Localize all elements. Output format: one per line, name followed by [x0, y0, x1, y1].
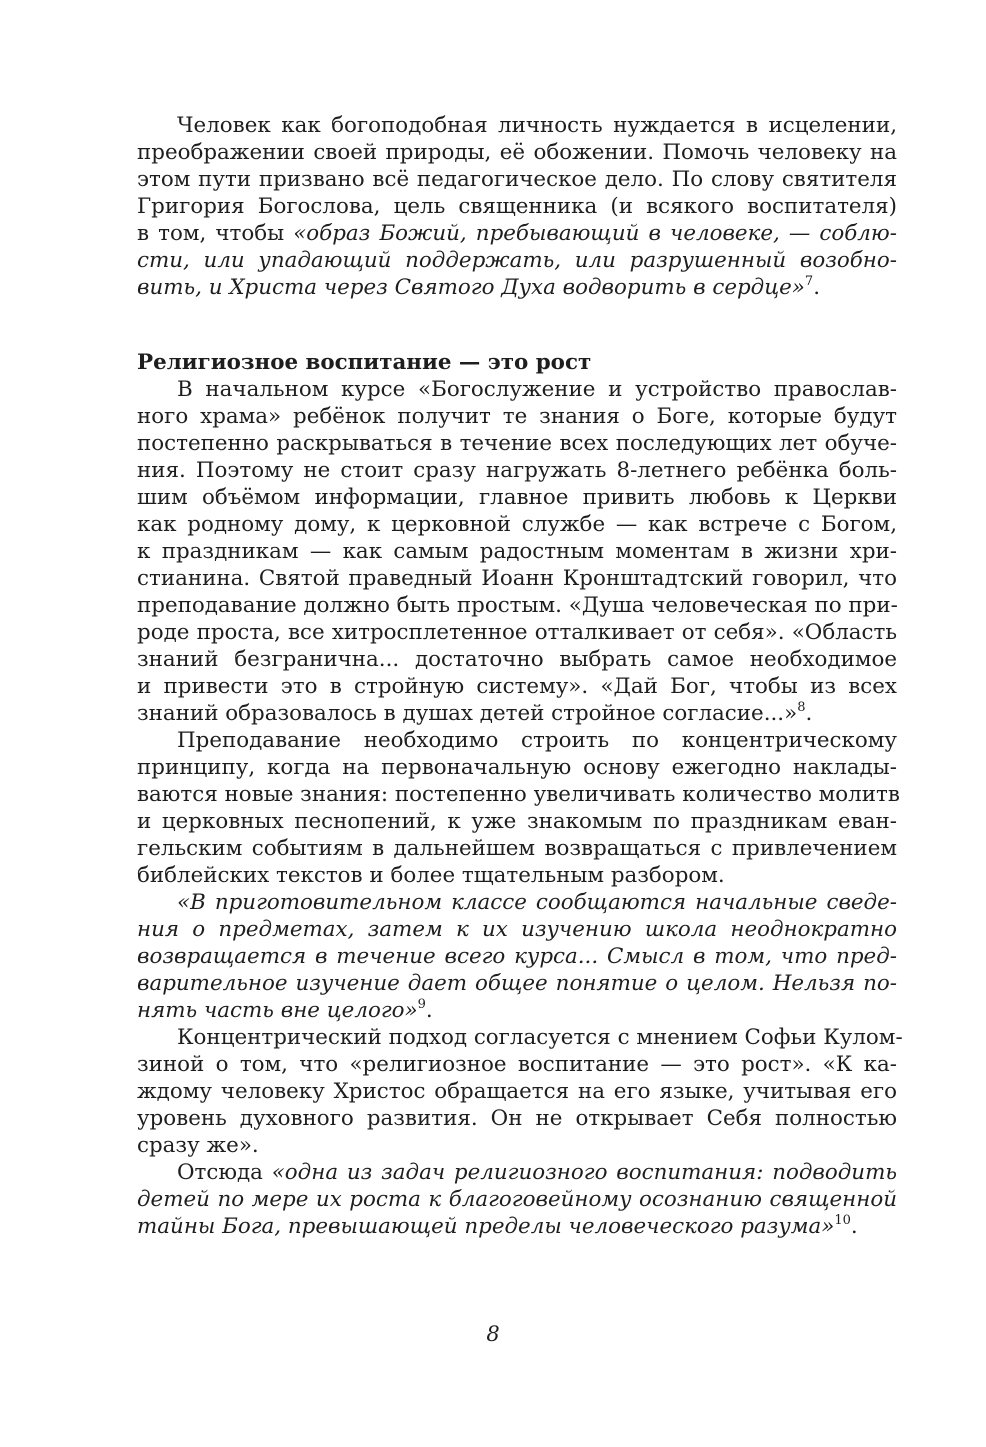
section-heading: Религиозное воспитание — это рост	[137, 350, 592, 375]
text-line: стианина. Святой праведный Иоанн Кронштадтский говорил, что	[137, 566, 897, 591]
quote-line: сти, или упадающий поддержать, или разрушенный возобно-	[137, 248, 897, 273]
text-line	[137, 1159, 897, 1186]
text-line: как родному дому, к церковной службе — как встрече с Богом,	[137, 512, 897, 537]
text-line: знаний безгранична... достаточно выбрать самое необходимое	[137, 647, 897, 672]
text-line	[137, 220, 897, 247]
punctuation: .	[805, 701, 813, 726]
text-line: принципу, когда на первоначальную основу ежегодно наклады-	[137, 755, 897, 780]
paragraph-concentric-principle	[137, 727, 900, 889]
text-line: В начальном курсе «Богослужение и устройство православ-	[177, 377, 897, 402]
text-line: зиной о том, что «религиозное воспитание — это рост». «К ка-	[137, 1052, 897, 1077]
text-line: роде проста, все хитросплетенное отталкивает от себя». «Область	[137, 620, 897, 645]
quote-line	[137, 274, 897, 301]
quote-text: «одна из задач религиозного воспитания: подводить	[271, 1160, 897, 1185]
text-line: ния. Поэтому не стоит сразу нагружать 8-летнего ребёнка боль-	[137, 458, 897, 483]
text-line: постепенно раскрываться в течение всех последующих лет обуче-	[137, 431, 897, 456]
text-line: гельским событиям в дальнейшем возвращаться с привлечением	[137, 836, 897, 861]
text-line: библейских текстов и более тщательным разбором.	[137, 863, 725, 888]
quote-line: варительное изучение дает общее понятие о целом. Нельзя по-	[137, 971, 897, 996]
text-line: Человек как богоподобная личность нуждается в исцелении,	[177, 113, 897, 138]
punctuation: .	[813, 275, 820, 300]
punctuation: .	[425, 998, 433, 1023]
text-line: уровень духовного развития. Он не открывает Себя полностью	[137, 1106, 897, 1131]
footnote-ref: 7	[804, 273, 814, 289]
text-line: преподавание должно быть простым. «Душа человеческая по при-	[137, 593, 898, 618]
quote-text: тайны Бога, превышающей пределы человеческого разума»	[137, 1214, 835, 1239]
text-line: и церковных песнопений, к уже знакомым по праздникам еван-	[137, 809, 897, 834]
text-line: этом пути призвано всё педагогическое дело. По слову святителя	[137, 167, 897, 192]
quote-text: вить, и Христа через Святого Духа водворить в сердце»	[137, 275, 805, 300]
text-normal: знаний образовалось в душах детей стройное согласие...»	[137, 701, 798, 726]
text-line: Концентрический подход согласуется с мнением Софьи Кулом-	[177, 1025, 903, 1050]
text-normal: в том, чтобы	[137, 221, 294, 246]
text-normal: Отсюда	[177, 1160, 272, 1185]
text-line: ждому человеку Христос обращается на его языке, учитывая его	[137, 1079, 897, 1104]
quote-line: ния о предметах, затем к их изучению школа неоднократно	[137, 917, 897, 942]
quote-line: детей по мере их роста к благоговейному осознанию священной	[137, 1187, 897, 1212]
quote-line: «В приготовительном классе сообщаются начальные сведе-	[177, 890, 897, 915]
paragraph-kulomzina	[137, 1024, 903, 1159]
text-line: к праздникам — как самым радостным моментам в жизни хри-	[137, 539, 897, 564]
paragraph-human-healing	[137, 112, 897, 301]
footnote-ref: 9	[417, 996, 426, 1012]
page-number: 8	[486, 1322, 500, 1346]
text-line: и привести это в стройную систему». «Дай Бог, чтобы из всех	[137, 674, 897, 699]
page-body	[137, 112, 903, 1240]
text-line: Преподавание необходимо строить по концентрическому	[177, 728, 897, 753]
quote-line: возвращается в течение всего курса... Смысл в том, что пред-	[137, 944, 897, 969]
text-line: шим объёмом информации, главное привить любовь к Церкви	[137, 485, 897, 510]
text-line: ваются новые знания: постепенно увеличивать количество молитв	[137, 782, 900, 807]
quote-line	[137, 1213, 897, 1240]
quote-line	[137, 997, 897, 1024]
quote-text: «образ Божий, пребывающий в человеке, — соблю-	[293, 221, 897, 246]
punctuation: .	[850, 1214, 858, 1239]
text-line: сразу же».	[137, 1133, 259, 1158]
paragraph-conclusion	[137, 1159, 897, 1240]
quote-text: нять часть вне целого»	[137, 998, 418, 1023]
paragraph-initial-course	[137, 376, 897, 727]
text-line: преображении своей природы, её обожении. Помочь человеку на	[137, 140, 897, 165]
footnote-ref: 8	[797, 699, 806, 715]
text-line	[137, 700, 897, 727]
text-line: Григория Богослова, цель священника (и всякого воспитателя)	[137, 194, 897, 219]
text-line: ного храма» ребёнок получит те знания о Боге, которые будут	[137, 404, 897, 429]
quote-preparatory-class	[137, 889, 897, 1024]
footnote-ref: 10	[834, 1212, 851, 1228]
